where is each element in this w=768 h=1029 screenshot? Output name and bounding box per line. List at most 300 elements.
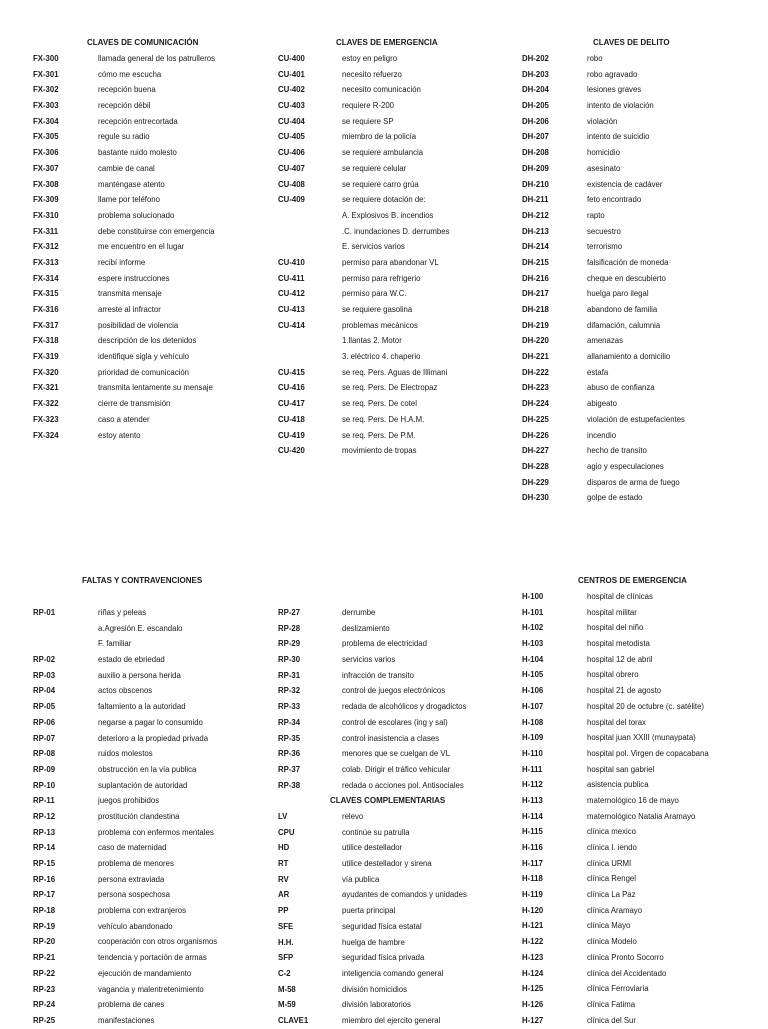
list-item [33, 934, 263, 950]
item-code: RP-10 [33, 780, 56, 790]
item-code: FX-306 [33, 148, 59, 158]
list-item [522, 475, 752, 491]
item-description: clínica Pronto Socorro [587, 952, 664, 962]
list-item [33, 652, 263, 668]
item-description: problema con enfermos mentales [98, 827, 214, 837]
list-item [522, 51, 752, 67]
item-code: CU-409 [278, 195, 305, 205]
item-code: RP-09 [33, 764, 56, 774]
item-code: DH-214 [522, 242, 549, 252]
list-item [33, 396, 263, 412]
item-description: cheque en descubierto [587, 273, 666, 283]
list-item [33, 605, 263, 621]
item-description: clínica del Sur [587, 1015, 636, 1025]
item-code: RP-35 [278, 733, 301, 743]
item-description: difamación, calumnia [587, 320, 661, 330]
item-code: CU-410 [278, 257, 305, 267]
list-item [522, 380, 752, 396]
item-description: caso de maternidad [98, 843, 167, 853]
item-code: H-101 [522, 607, 544, 617]
item-code: DH-209 [522, 163, 549, 173]
item-description: hospital obrero [587, 670, 639, 680]
list-item [278, 919, 508, 935]
item-description: allanamiento a domicilio [587, 352, 671, 362]
item-code: CU-406 [278, 148, 305, 158]
item-description: golpe de estado [587, 493, 643, 503]
item-description: estoy atento [98, 430, 141, 440]
list-item [33, 318, 263, 334]
list-item [522, 490, 752, 506]
item-description: existencia de cadáver [587, 179, 663, 189]
item-description: transmita lentamente su mensaje [98, 383, 213, 393]
list-item [522, 177, 752, 193]
item-code: FX-310 [33, 210, 59, 220]
item-description: clínica La Paz [587, 890, 636, 900]
list-item [278, 621, 508, 637]
item-description: colab. Dirigir el tráfico vehicular [342, 764, 451, 774]
list-item [522, 428, 752, 444]
item-description: agio y especulaciones [587, 461, 664, 471]
item-description: redada de alcohólicos y drogadictos [342, 702, 467, 712]
item-code: CU-419 [278, 430, 305, 440]
list-item [522, 840, 762, 856]
item-description: hospital 12 de abril [587, 654, 653, 664]
item-code: CU-414 [278, 320, 305, 330]
item-description: E. servicios varios [342, 242, 405, 252]
item-description: derrumbe [342, 608, 376, 617]
list-item [522, 934, 762, 950]
list-item [33, 1013, 263, 1029]
item-code: DH-228 [522, 461, 549, 471]
list-item [278, 762, 508, 778]
list-item [278, 129, 508, 145]
list-item [278, 731, 508, 747]
list-item [522, 636, 762, 652]
item-code: FX-307 [33, 163, 59, 173]
list-item [522, 746, 762, 762]
item-code: DH-216 [522, 273, 549, 283]
item-code: RP-15 [33, 859, 56, 868]
list-item [522, 950, 762, 966]
item-description: infracción de transito [342, 670, 414, 680]
item-description: redada o acciones pol. Antisociales [342, 780, 464, 790]
list-item [33, 793, 263, 809]
list-item [522, 349, 752, 365]
item-code: H-109 [522, 733, 544, 743]
list-item [33, 208, 263, 224]
list-item [522, 762, 762, 778]
list-faltas-b [278, 605, 508, 793]
list-item [522, 82, 752, 98]
list-item [522, 145, 752, 161]
list-delito [522, 51, 752, 506]
item-code: H-108 [522, 717, 544, 727]
item-description: problema de canes [98, 1000, 165, 1010]
item-description: clínica del Accidentado [587, 968, 667, 978]
item-code: H-125 [522, 984, 544, 994]
item-description: permiso para abandonar VL [342, 257, 439, 267]
item-description: incendio [587, 430, 617, 440]
list-item [278, 652, 508, 668]
item-description: recepción débil [98, 101, 151, 111]
list-item [33, 224, 263, 240]
item-code: RP-22 [33, 968, 56, 978]
list-item [33, 746, 263, 762]
item-code: FX-315 [33, 289, 59, 299]
list-item [522, 192, 752, 208]
item-code: DH-224 [522, 399, 549, 409]
list-item [33, 919, 263, 935]
item-description: clínica Modelo [587, 937, 637, 947]
item-description: control de juegos electrónicos [342, 686, 446, 696]
item-description: hospital de clínicas [587, 592, 653, 601]
item-code: M-59 [278, 1000, 296, 1010]
list-item [278, 239, 508, 255]
item-description: control de escolares (ing y sal) [342, 717, 448, 727]
item-code: H-100 [522, 592, 544, 601]
item-description: robo [587, 54, 603, 63]
item-description: posibilidad de violencia [98, 320, 179, 330]
item-description: espere instrucciones [98, 273, 170, 283]
item-description: utilice destellador y sirena [342, 859, 432, 869]
list-item [278, 715, 508, 731]
item-code: H-104 [522, 654, 544, 664]
item-code: RP-08 [33, 749, 56, 759]
item-description: se req. Pers. Aguas de Illimani [342, 367, 448, 377]
item-description: se req. Pers. De H.A.M. [342, 414, 425, 424]
item-description: hospital san gabriel [587, 764, 655, 774]
item-description: regule su radio [98, 132, 150, 142]
list-item [278, 365, 508, 381]
item-description: abigeato [587, 399, 617, 409]
list-item [33, 856, 263, 872]
list-item [522, 129, 752, 145]
item-description: clínica I. iendo [587, 843, 637, 852]
list-item [33, 621, 263, 637]
list-item [522, 239, 752, 255]
item-description: maternológico 16 de mayo [587, 795, 679, 805]
item-description: intento de suicidio [587, 132, 650, 142]
item-code: C-2 [278, 968, 291, 978]
item-code: H-120 [522, 905, 544, 915]
item-description: tendencia y portación de armas [98, 953, 207, 963]
item-description: arreste al infractor [98, 305, 161, 314]
list-item [278, 380, 508, 396]
item-description: lesiones graves [587, 85, 642, 95]
item-description: terrorismo [587, 242, 623, 252]
item-code: RP-03 [33, 670, 56, 680]
item-code: DH-205 [522, 101, 549, 111]
list-item [522, 161, 752, 177]
list-item [33, 872, 263, 888]
item-code: DH-211 [522, 195, 549, 205]
item-description: permiso para W.C. [342, 289, 407, 299]
item-code: FX-322 [33, 399, 59, 409]
item-code: FX-313 [33, 257, 59, 267]
list-item [33, 997, 263, 1013]
list-item [278, 428, 508, 444]
item-description: servicios varios [342, 655, 396, 665]
item-code: DH-226 [522, 430, 549, 440]
list-item [522, 620, 762, 636]
item-code: CU-408 [278, 179, 305, 189]
item-code: PP [278, 906, 289, 916]
list-item [278, 982, 508, 998]
list-item [522, 966, 762, 982]
item-code: FX-318 [33, 336, 59, 346]
list-item [33, 668, 263, 684]
item-code: DH-218 [522, 305, 549, 314]
list-item [522, 903, 762, 919]
list-item [522, 412, 752, 428]
item-description: problemas mecánicos [342, 320, 418, 330]
list-item [278, 161, 508, 177]
item-code: DH-206 [522, 116, 549, 126]
item-code: LV [278, 812, 288, 821]
list-item [33, 349, 263, 365]
item-description: prioridad de comunicación [98, 367, 190, 377]
list-item [33, 67, 263, 83]
item-code: H-112 [522, 780, 543, 790]
list-item [278, 1013, 508, 1029]
item-description: llamada general de los patrulleros [98, 54, 216, 63]
item-code: DH-220 [522, 336, 549, 346]
list-item [278, 98, 508, 114]
item-code: RP-30 [278, 655, 301, 665]
item-code: RP-16 [33, 874, 56, 884]
item-description: persona extraviada [98, 874, 165, 884]
list-item [522, 98, 752, 114]
item-description: problema de menores [98, 859, 174, 868]
item-code: DH-229 [522, 477, 549, 487]
list-item [522, 365, 752, 381]
item-code: DH-210 [522, 179, 549, 189]
list-centros [522, 589, 762, 1028]
item-code: RP-20 [33, 937, 56, 947]
item-description: clínica Aramayo [587, 905, 643, 915]
item-description: miembro de la policía [342, 132, 417, 142]
item-description: cómo me escucha [98, 69, 162, 79]
item-code: FX-314 [33, 273, 59, 283]
item-code: H-126 [522, 999, 544, 1009]
item-code: M-58 [278, 984, 296, 994]
item-description: caso a atender [98, 414, 150, 424]
item-code: H-114 [522, 811, 543, 821]
item-code: RP-04 [33, 686, 56, 696]
item-description: cierre de transmisión [98, 399, 171, 409]
item-description: juegos prohibidos [98, 796, 160, 806]
list-item [33, 239, 263, 255]
item-description: clínica Fatima [587, 999, 636, 1009]
list-item [278, 177, 508, 193]
list-item [33, 412, 263, 428]
item-description: disparos de arma de fuego [587, 477, 680, 487]
item-description: clínica Rengel [587, 874, 636, 884]
item-description: maternológico Natalia Aramayo [587, 811, 696, 821]
list-item [278, 903, 508, 919]
item-description: miembro del ejercito general [342, 1015, 441, 1025]
list-item [278, 224, 508, 240]
item-code: RP-25 [33, 1015, 56, 1025]
item-code: CU-400 [278, 54, 305, 63]
list-item [522, 443, 752, 459]
list-item [278, 349, 508, 365]
list-item [522, 856, 762, 872]
list-item [33, 114, 263, 130]
item-description: división laboratorios [342, 1000, 411, 1010]
item-description: cambie de canal [98, 163, 155, 173]
list-item [522, 715, 762, 731]
list-item [33, 636, 263, 652]
item-code: HD [278, 843, 290, 853]
item-code: FX-317 [33, 320, 59, 330]
item-code: H-124 [522, 968, 544, 978]
item-code: H-105 [522, 670, 544, 680]
item-code: H-118 [522, 874, 543, 884]
item-description: prostitución clandestina [98, 811, 180, 821]
item-description: homicidio [587, 148, 620, 158]
list-item [278, 683, 508, 699]
item-description: me encuentro en el lugar [98, 242, 185, 252]
item-description: hospital pol. Virgen de copacabana [587, 748, 709, 758]
item-description: faltamiento a la autoridad [98, 702, 186, 712]
item-description: hecho de transito [587, 446, 647, 456]
item-description: seguridad física privada [342, 953, 425, 963]
item-code: DH-208 [522, 148, 549, 158]
item-code: DH-221 [522, 352, 549, 362]
item-code: DH-219 [522, 320, 549, 330]
item-description: vehículo abandonado [98, 921, 173, 931]
item-description: a.Agresión E. escandalo [98, 623, 183, 633]
item-code: FX-300 [33, 54, 59, 63]
item-description: bastante ruido molesto [98, 148, 177, 158]
item-code: DH-212 [522, 210, 549, 220]
list-item [278, 887, 508, 903]
item-code: RP-06 [33, 717, 56, 727]
list-item [278, 192, 508, 208]
item-code: RP-24 [33, 1000, 56, 1010]
list-item [522, 918, 762, 934]
item-description: hospital juan XXIII (munaypata) [587, 733, 696, 743]
item-description: utilice destellador [342, 843, 403, 853]
item-code: RP-21 [33, 953, 56, 963]
item-code: CU-420 [278, 446, 305, 456]
item-code: FX-324 [33, 430, 59, 440]
item-code: CU-416 [278, 383, 305, 393]
list-item [278, 255, 508, 271]
item-code: DH-230 [522, 493, 549, 503]
list-item [522, 652, 762, 668]
item-description: ayudantes de comandos y unidades [342, 890, 467, 900]
item-description: auxilio a persona herida [98, 670, 181, 680]
item-description: clínica Mayo [587, 921, 631, 931]
item-code: FX-320 [33, 367, 59, 377]
item-description: rapto [587, 210, 605, 220]
item-description: negarse a pagar lo consumido [98, 717, 203, 727]
item-description: se requiere carro grúa [342, 179, 419, 189]
item-code: RP-17 [33, 890, 56, 900]
item-description: permiso para refrigerio [342, 273, 421, 283]
list-item [522, 981, 762, 997]
item-description: se requiere dotación de: [342, 195, 426, 205]
item-description: se requiere celular [342, 163, 407, 173]
header-claves-delito: CLAVES DE DELITO [593, 38, 670, 47]
item-code: H-103 [522, 639, 544, 649]
list-item [33, 950, 263, 966]
item-description: identifique sigla y vehículo [98, 352, 190, 362]
item-code: RP-14 [33, 843, 56, 853]
list-item [33, 129, 263, 145]
list-item [522, 667, 762, 683]
list-item [278, 840, 508, 856]
list-item [278, 856, 508, 872]
item-description: debe constituirse con emergencia [98, 226, 215, 236]
item-description: hospital del niño [587, 623, 644, 633]
item-description: abuso de confianza [587, 383, 655, 393]
item-code: RP-23 [33, 984, 56, 994]
list-item [278, 271, 508, 287]
list-item [522, 809, 762, 825]
list-comunicacion [33, 51, 263, 443]
item-code: RP-37 [278, 764, 301, 774]
item-code: RP-01 [33, 608, 56, 617]
list-item [33, 715, 263, 731]
item-code: RV [278, 874, 289, 884]
list-item [522, 1013, 762, 1029]
item-code: H-102 [522, 623, 544, 633]
list-item [33, 98, 263, 114]
item-description: llame por teléfono [98, 195, 160, 205]
item-description: continúe su patrulla [342, 827, 410, 837]
list-item [522, 396, 752, 412]
list-item [278, 809, 508, 825]
item-description: secuestro [587, 226, 621, 236]
item-description: estafa [587, 367, 609, 377]
list-item [522, 318, 752, 334]
item-description: deslizamiento [342, 623, 390, 633]
item-description: asesinato [587, 163, 621, 173]
list-item [522, 777, 762, 793]
item-description: huelga de hambre [342, 937, 405, 947]
item-code: H-111 [522, 764, 543, 774]
list-item [278, 443, 508, 459]
list-item [278, 67, 508, 83]
item-code: SFP [278, 953, 294, 963]
item-code: DH-203 [522, 69, 549, 79]
list-item [33, 731, 263, 747]
item-code: DH-207 [522, 132, 549, 142]
item-code: H-122 [522, 937, 544, 947]
list-item [33, 809, 263, 825]
item-code: RP-19 [33, 921, 56, 931]
item-description: huelga paro ilegal [587, 289, 649, 299]
item-description: actos obscenos [98, 686, 153, 696]
item-code: DH-204 [522, 85, 549, 95]
item-description: ejecución de mandamiento [98, 968, 192, 978]
item-description: división homicidios [342, 984, 408, 994]
item-code: RP-27 [278, 608, 301, 617]
item-description: menores que se cuelgan de VL [342, 749, 450, 759]
list-item [33, 82, 263, 98]
item-code: H-127 [522, 1015, 544, 1025]
header-claves-emergencia: CLAVES DE EMERGENCIA [336, 38, 438, 47]
item-description: se requiere SP [342, 116, 394, 126]
item-code: FX-319 [33, 352, 59, 362]
item-code: CU-403 [278, 101, 305, 111]
list-item [33, 302, 263, 318]
item-code: DH-222 [522, 367, 549, 377]
item-description: se req. Pers. De Electropaz [342, 383, 438, 393]
